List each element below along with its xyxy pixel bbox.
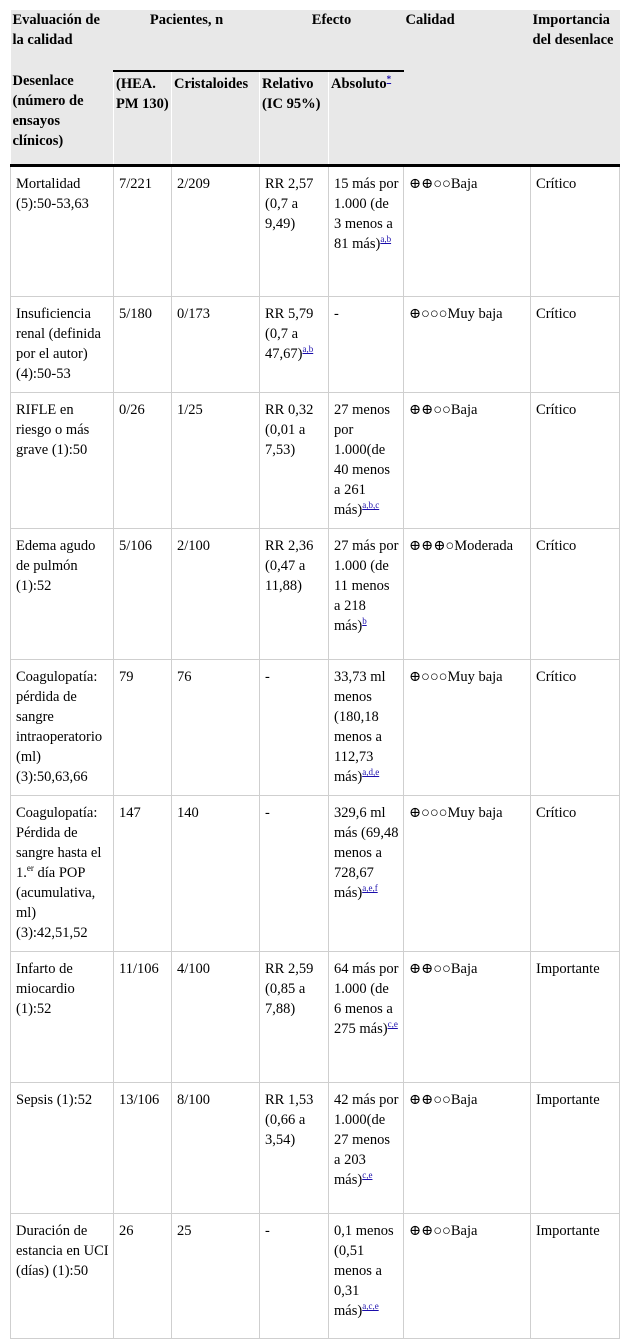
outcome-cell <box>11 796 114 952</box>
hea-cell: 13/106 <box>114 1083 172 1214</box>
absolute-cell <box>329 529 404 660</box>
relative-cell <box>260 660 329 796</box>
header-effect: Efecto <box>260 10 404 71</box>
hea-cell: 147 <box>114 796 172 952</box>
crystalloid-cell: 2/209 <box>172 166 260 297</box>
header-eval-quality: Evaluación de la calidad <box>11 10 114 71</box>
hea-cell: 26 <box>114 1214 172 1339</box>
absolute-text: 27 más por 1.000 (de 11 menos a 218 más) <box>334 538 399 634</box>
table-row <box>11 166 620 297</box>
absolute-text: 15 más por 1.000 (de 3 menos a 81 más) <box>334 176 399 252</box>
absolute-text: 33,73 ml menos (180,18 menos a 112,73 más) <box>334 669 386 785</box>
table-row <box>11 393 620 529</box>
relative-cell <box>260 796 329 952</box>
table-row <box>11 1083 620 1214</box>
hea-cell: 0/26 <box>114 393 172 529</box>
footnote-link[interactable]: a,e,f <box>362 883 378 894</box>
relative-cell <box>260 1083 329 1214</box>
quality-cell: ⊕○○○Muy baja <box>404 660 531 796</box>
outcome-cell: Mortalidad (5):50-53,63 <box>11 166 114 297</box>
header-outcome: Desenlace (número de ensayos clínicos) <box>11 71 114 166</box>
outcome-text-rest: día POP (acumulativa, ml) (3):42,51,52 <box>16 865 96 941</box>
header-quality-empty <box>404 71 531 166</box>
absolute-text: - <box>334 306 339 322</box>
importance-cell: Importante <box>531 1083 620 1214</box>
importance-cell: Importante <box>531 1214 620 1339</box>
header-hea: (HEA. PM 130) <box>114 71 172 166</box>
header-importance-empty <box>531 71 620 166</box>
absolute-text: 42 más por 1.000(de 27 menos a 203 más) <box>334 1092 399 1188</box>
hea-cell: 11/106 <box>114 952 172 1083</box>
ordinal-superscript: er <box>26 863 34 874</box>
header-quality: Calidad <box>404 10 531 71</box>
outcome-cell: Infarto de miocardio (1):52 <box>11 952 114 1083</box>
footnote-link[interactable]: c,e <box>362 1170 373 1181</box>
outcome-cell: Duración de estancia en UCI (días) (1):50 <box>11 1214 114 1339</box>
importance-cell: Crítico <box>531 660 620 796</box>
table-row <box>11 297 620 393</box>
header-row-top <box>11 10 620 71</box>
crystalloid-cell: 0/173 <box>172 297 260 393</box>
hea-cell: 7/221 <box>114 166 172 297</box>
table-row <box>11 660 620 796</box>
outcome-cell: RIFLE en riesgo o más grave (1):50 <box>11 393 114 529</box>
absolute-cell <box>329 297 404 393</box>
absolute-cell <box>329 1214 404 1339</box>
quality-cell: ⊕⊕○○Baja <box>404 952 531 1083</box>
hea-cell: 5/106 <box>114 529 172 660</box>
header-absolute <box>329 71 404 166</box>
importance-cell: Crítico <box>531 297 620 393</box>
footnote-link[interactable]: a,b,c <box>362 500 380 511</box>
relative-text: - <box>265 669 270 685</box>
footnote-link[interactable]: a,d,e <box>362 767 380 778</box>
relative-cell <box>260 1214 329 1339</box>
quality-cell: ⊕⊕○○Baja <box>404 166 531 297</box>
outcome-cell: Edema agudo de pulmón (1):52 <box>11 529 114 660</box>
importance-cell: Crítico <box>531 796 620 952</box>
importance-cell: Crítico <box>531 393 620 529</box>
grade-evidence-table <box>10 10 620 1339</box>
absolute-cell <box>329 393 404 529</box>
relative-cell <box>260 952 329 1083</box>
absolute-text: 0,1 menos (0,51 menos a 0,31 más) <box>334 1223 394 1319</box>
relative-text: RR 2,36 (0,47 a 11,88) <box>265 538 314 594</box>
outcome-cell: Coagulopatía: pérdida de sangre intraoperatorio (ml) (3):50,63,66 <box>11 660 114 796</box>
quality-cell: ⊕⊕○○Baja <box>404 393 531 529</box>
importance-cell: Importante <box>531 952 620 1083</box>
table-row <box>11 529 620 660</box>
quality-cell: ⊕⊕○○Baja <box>404 1083 531 1214</box>
absolute-text: 64 más por 1.000 (de 6 menos a 275 más) <box>334 961 399 1037</box>
relative-text: RR 5,79 (0,7 a 47,67) <box>265 306 314 362</box>
absolute-cell <box>329 796 404 952</box>
relative-text: RR 0,32 (0,01 a 7,53) <box>265 402 314 458</box>
crystalloid-cell: 25 <box>172 1214 260 1339</box>
relative-text: RR 2,59 (0,85 a 7,88) <box>265 961 314 1017</box>
crystalloid-cell: 140 <box>172 796 260 952</box>
crystalloid-cell: 2/100 <box>172 529 260 660</box>
quality-cell: ⊕○○○Muy baja <box>404 297 531 393</box>
absolute-text: 329,6 ml más (69,48 menos a 728,67 más) <box>334 805 399 901</box>
quality-cell: ⊕○○○Muy baja <box>404 796 531 952</box>
relative-text: RR 2,57 (0,7 a 9,49) <box>265 176 314 232</box>
relative-text: - <box>265 1223 270 1239</box>
footnote-link[interactable]: b <box>362 616 367 627</box>
table-row <box>11 952 620 1083</box>
relative-text: RR 1,53 (0,66 a 3,54) <box>265 1092 314 1148</box>
relative-text: - <box>265 805 270 821</box>
quality-cell: ⊕⊕○○Baja <box>404 1214 531 1339</box>
importance-cell: Crítico <box>531 529 620 660</box>
header-crystalloids: Cristaloides <box>172 71 260 166</box>
footnote-link[interactable]: a,b <box>302 344 314 355</box>
hea-cell: 79 <box>114 660 172 796</box>
absolute-cell <box>329 1083 404 1214</box>
importance-cell: Crítico <box>531 166 620 297</box>
header-importance: Importancia del desenlace <box>531 10 620 71</box>
header-relative: Relativo (IC 95%) <box>260 71 329 166</box>
footnote-link[interactable]: a,c,e <box>362 1301 379 1312</box>
relative-cell <box>260 393 329 529</box>
crystalloid-cell: 4/100 <box>172 952 260 1083</box>
crystalloid-cell: 8/100 <box>172 1083 260 1214</box>
footnote-link[interactable]: a,b <box>380 234 392 245</box>
relative-cell <box>260 166 329 297</box>
header-row-bottom <box>11 71 620 166</box>
relative-cell <box>260 297 329 393</box>
table-row <box>11 1214 620 1339</box>
footnote-link[interactable]: c,e <box>387 1019 398 1030</box>
absolute-text: 27 menos por 1.000(de 40 menos a 261 más) <box>334 402 390 518</box>
crystalloid-cell: 1/25 <box>172 393 260 529</box>
crystalloid-cell: 76 <box>172 660 260 796</box>
outcome-cell: Insuficiencia renal (definida por el autor) (4):50-53 <box>11 297 114 393</box>
absolute-cell <box>329 952 404 1083</box>
outcome-cell: Sepsis (1):52 <box>11 1083 114 1214</box>
footnote-link[interactable]: * <box>386 74 392 85</box>
table-row <box>11 796 620 952</box>
header-patients: Pacientes, n <box>114 10 260 71</box>
absolute-cell <box>329 166 404 297</box>
hea-cell: 5/180 <box>114 297 172 393</box>
quality-cell: ⊕⊕⊕○Moderada <box>404 529 531 660</box>
relative-cell <box>260 529 329 660</box>
absolute-cell <box>329 660 404 796</box>
outcome-text: Coagulopatía: Pérdida de sangre hasta el 1. <box>16 805 102 881</box>
header-absolute-label: Absoluto <box>331 76 387 92</box>
